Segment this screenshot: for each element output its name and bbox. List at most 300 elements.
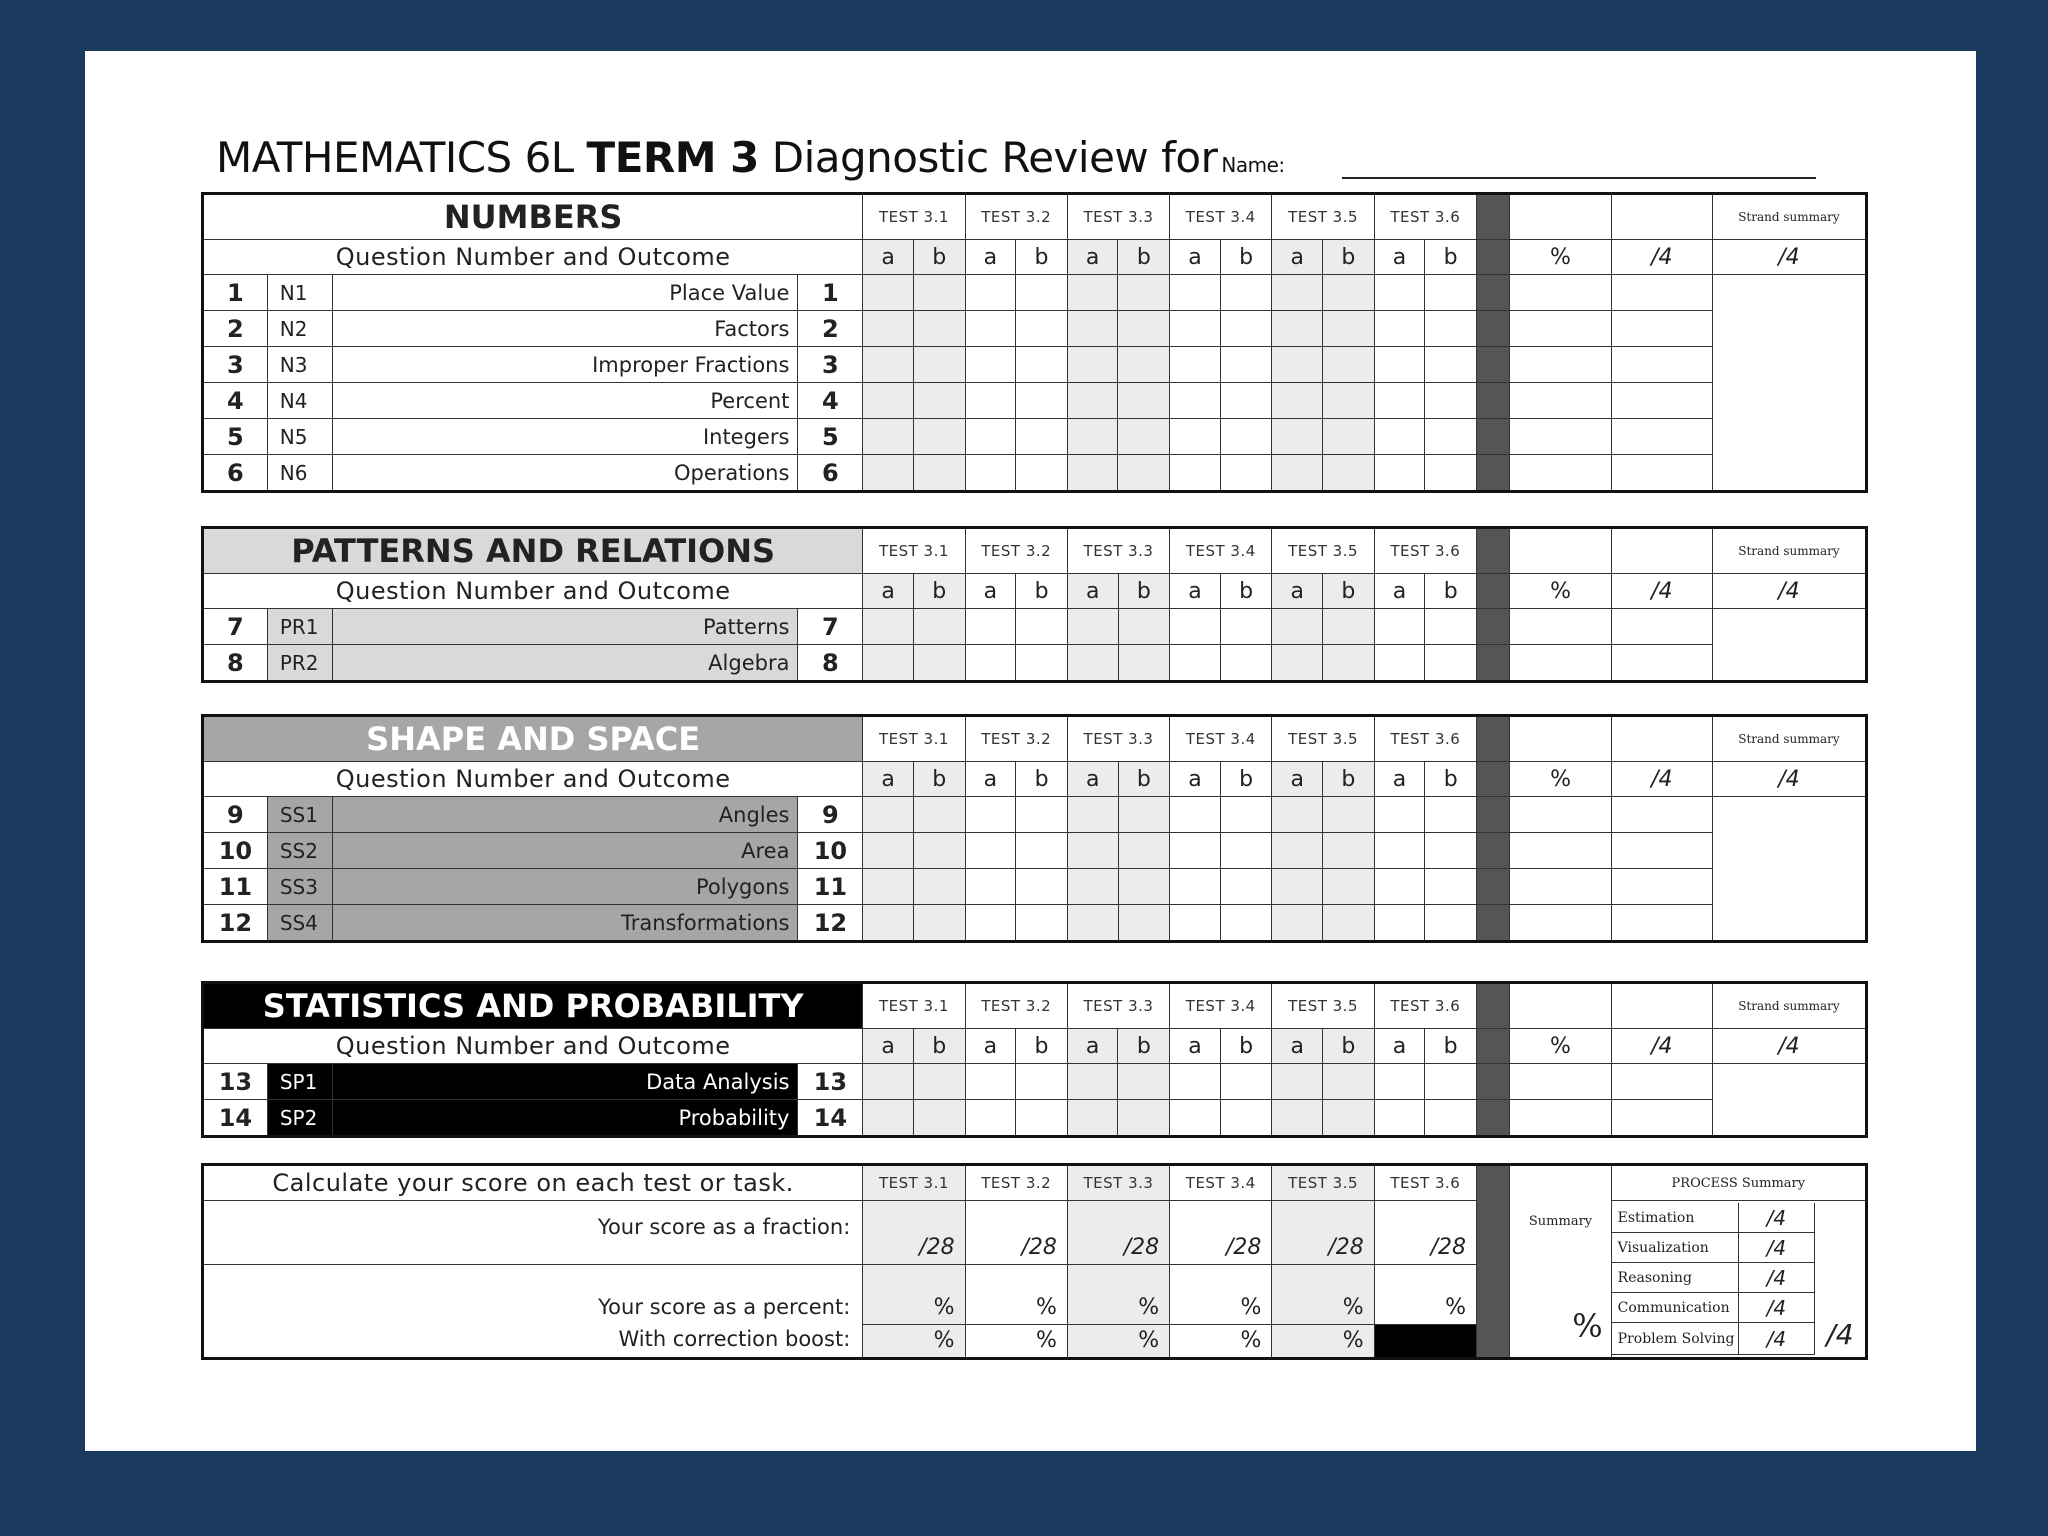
- score-cell[interactable]: [1067, 869, 1118, 905]
- percent-score-cell[interactable]: %: [1170, 1265, 1272, 1325]
- score-cell[interactable]: [863, 645, 914, 682]
- divider: [1476, 240, 1509, 275]
- score-cell[interactable]: [1118, 455, 1170, 492]
- score-cell[interactable]: [1323, 797, 1375, 833]
- outcome-code: SS1: [267, 797, 332, 833]
- score-cell[interactable]: [1118, 311, 1170, 347]
- score-cell[interactable]: [1272, 905, 1323, 942]
- percent-cell[interactable]: [1510, 455, 1611, 492]
- question-number: 14: [798, 1100, 863, 1137]
- score-cell[interactable]: [863, 797, 914, 833]
- score-cell[interactable]: [1170, 869, 1221, 905]
- score-cell[interactable]: [1272, 1100, 1323, 1137]
- score-cell[interactable]: [1374, 419, 1425, 455]
- name-field[interactable]: [1342, 177, 1816, 179]
- percent-score-cell[interactable]: %: [965, 1265, 1067, 1325]
- score-cell[interactable]: [965, 383, 1016, 419]
- percent-score-cell[interactable]: %: [1272, 1265, 1374, 1325]
- score-cell[interactable]: [1425, 311, 1477, 347]
- score-cell[interactable]: [1220, 869, 1272, 905]
- fraction-score-cell[interactable]: /28: [863, 1201, 965, 1265]
- outcome-code: N3: [267, 347, 332, 383]
- score-cell[interactable]: [1016, 347, 1068, 383]
- outcome-row: [203, 383, 1867, 419]
- score-cell[interactable]: [1220, 833, 1272, 869]
- question-number: 6: [798, 455, 863, 492]
- score-cell[interactable]: [1374, 645, 1425, 682]
- score-cell[interactable]: [913, 609, 965, 645]
- fraction-label: Your score as a fraction:: [203, 1201, 863, 1265]
- score-cell[interactable]: [1425, 1100, 1477, 1137]
- outcome-row: [203, 1100, 1867, 1137]
- score-cell[interactable]: [1220, 1064, 1272, 1100]
- divider: [1477, 762, 1510, 797]
- summary-label: Summary: [1528, 1214, 1593, 1229]
- percent-cell[interactable]: [1510, 905, 1611, 942]
- divider: [1476, 275, 1509, 311]
- score-cell[interactable]: [1016, 1100, 1068, 1137]
- out-of-four-cell[interactable]: [1611, 455, 1712, 492]
- score-cell[interactable]: [1323, 1100, 1375, 1137]
- divider: [1476, 983, 1509, 1029]
- score-cell[interactable]: [1067, 419, 1118, 455]
- test-header: TEST 3.6: [1374, 983, 1476, 1029]
- percent-cell[interactable]: [1510, 383, 1611, 419]
- question-number: 5: [203, 419, 268, 455]
- score-cell[interactable]: [1067, 311, 1118, 347]
- out-of-four-cell[interactable]: [1611, 645, 1712, 682]
- score-cell[interactable]: [863, 869, 914, 905]
- score-cell[interactable]: [1272, 419, 1323, 455]
- score-cell[interactable]: [1425, 419, 1477, 455]
- score-cell[interactable]: [1118, 347, 1170, 383]
- part-b-header: b: [1220, 240, 1272, 275]
- score-cell[interactable]: [1323, 419, 1375, 455]
- score-cell[interactable]: [1118, 275, 1170, 311]
- part-a-header: a: [1067, 1029, 1118, 1064]
- score-cell[interactable]: [1374, 347, 1425, 383]
- score-cell[interactable]: [913, 455, 965, 492]
- percent-score-cell[interactable]: %: [1374, 1265, 1476, 1325]
- score-cell[interactable]: [913, 419, 965, 455]
- score-cell[interactable]: [1425, 833, 1477, 869]
- score-cell[interactable]: [1067, 833, 1118, 869]
- score-cell[interactable]: [1170, 419, 1221, 455]
- process-item-score[interactable]: /4: [1738, 1323, 1814, 1355]
- part-a-header: a: [1272, 1029, 1323, 1064]
- fraction-score-cell[interactable]: /28: [1170, 1201, 1272, 1265]
- process-item-score[interactable]: /4: [1738, 1263, 1814, 1293]
- section-title: NUMBERS: [203, 194, 863, 240]
- out-of-four-header: /4: [1611, 574, 1712, 609]
- score-cell[interactable]: [965, 1100, 1016, 1137]
- boost-score-cell[interactable]: %: [965, 1325, 1067, 1359]
- score-cell[interactable]: [1067, 347, 1118, 383]
- test-header: TEST 3.4: [1170, 716, 1272, 762]
- out-of-four-cell[interactable]: [1611, 1100, 1712, 1137]
- score-cell[interactable]: [965, 347, 1016, 383]
- percent-cell[interactable]: [1510, 1100, 1611, 1137]
- score-cell[interactable]: [1374, 797, 1425, 833]
- score-cell[interactable]: [965, 645, 1016, 682]
- strand-summary-label: Strand summary: [1712, 983, 1866, 1029]
- score-cell[interactable]: [1118, 1100, 1170, 1137]
- outcome-code: SP2: [267, 1100, 332, 1137]
- score-cell[interactable]: [863, 311, 914, 347]
- boost-score-cell[interactable]: %: [1170, 1325, 1272, 1359]
- out-of-four-cell[interactable]: [1611, 905, 1712, 942]
- percent-cell[interactable]: [1510, 275, 1611, 311]
- strand-summary-label: Strand summary: [1712, 194, 1866, 240]
- score-cell[interactable]: [913, 645, 965, 682]
- part-a-header: a: [1170, 240, 1221, 275]
- part-b-header: b: [1016, 1029, 1068, 1064]
- percent-cell[interactable]: [1510, 347, 1611, 383]
- score-cell[interactable]: [863, 347, 914, 383]
- fraction-score-cell[interactable]: /28: [965, 1201, 1067, 1265]
- outcome-row: [203, 275, 1867, 311]
- question-number: 11: [203, 869, 268, 905]
- part-b-header: b: [913, 762, 965, 797]
- score-cell[interactable]: [1272, 797, 1323, 833]
- score-cell[interactable]: [1323, 455, 1375, 492]
- score-cell[interactable]: [965, 833, 1016, 869]
- score-cell[interactable]: [1067, 383, 1118, 419]
- fraction-score-cell[interactable]: /28: [1374, 1201, 1476, 1265]
- score-cell[interactable]: [1118, 797, 1170, 833]
- score-cell[interactable]: [863, 275, 914, 311]
- part-b-header: b: [1323, 240, 1375, 275]
- score-cell[interactable]: [1118, 1064, 1170, 1100]
- score-cell[interactable]: [1220, 455, 1272, 492]
- score-cell[interactable]: [965, 797, 1016, 833]
- strand-summary-cell[interactable]: [1712, 1064, 1866, 1137]
- test-header: TEST 3.6: [1374, 716, 1476, 762]
- score-cell[interactable]: [863, 833, 914, 869]
- percent-cell[interactable]: [1510, 609, 1611, 645]
- score-cell[interactable]: [863, 455, 914, 492]
- score-cell[interactable]: [1170, 797, 1221, 833]
- score-cell[interactable]: [1067, 905, 1118, 942]
- score-cell[interactable]: [1374, 1064, 1425, 1100]
- total-percent: %: [1572, 1307, 1603, 1345]
- score-cell[interactable]: [1016, 383, 1068, 419]
- score-cell[interactable]: [1374, 455, 1425, 492]
- score-cell[interactable]: [965, 869, 1016, 905]
- score-cell[interactable]: [1170, 905, 1221, 942]
- outcome-row: [203, 419, 1867, 455]
- score-cell[interactable]: [1016, 833, 1068, 869]
- score-cell[interactable]: [1067, 275, 1118, 311]
- score-cell[interactable]: [1272, 347, 1323, 383]
- score-cell[interactable]: [965, 419, 1016, 455]
- outcome-name: Data Analysis: [332, 1064, 798, 1100]
- percent-cell[interactable]: [1510, 869, 1611, 905]
- score-cell[interactable]: [1118, 905, 1170, 942]
- score-cell[interactable]: [1425, 797, 1477, 833]
- score-cell[interactable]: [1016, 905, 1068, 942]
- test-header: TEST 3.1: [863, 716, 965, 762]
- score-cell[interactable]: [1118, 383, 1170, 419]
- score-cell[interactable]: [1067, 797, 1118, 833]
- fraction-score-cell[interactable]: /28: [1067, 1201, 1169, 1265]
- score-cell[interactable]: [1272, 455, 1323, 492]
- outcome-name: Angles: [332, 797, 798, 833]
- score-cell[interactable]: [1323, 383, 1375, 419]
- score-cell[interactable]: [1118, 869, 1170, 905]
- score-cell[interactable]: [1220, 797, 1272, 833]
- score-cell[interactable]: [1016, 1064, 1068, 1100]
- score-cell[interactable]: [1016, 311, 1068, 347]
- summary-box[interactable]: [1510, 1165, 1611, 1359]
- percent-cell[interactable]: [1510, 1064, 1611, 1100]
- score-cell[interactable]: [1374, 311, 1425, 347]
- score-cell[interactable]: [1425, 347, 1477, 383]
- question-number: 8: [798, 645, 863, 682]
- part-b-header: b: [1016, 240, 1068, 275]
- part-b-header: b: [1323, 762, 1375, 797]
- score-cell[interactable]: [1272, 1064, 1323, 1100]
- score-cell[interactable]: [1118, 833, 1170, 869]
- score-cell[interactable]: [1272, 609, 1323, 645]
- score-cell[interactable]: [1374, 383, 1425, 419]
- score-cell[interactable]: [1272, 833, 1323, 869]
- score-cell[interactable]: [1272, 383, 1323, 419]
- score-cell[interactable]: [1272, 869, 1323, 905]
- question-number: 1: [203, 275, 268, 311]
- outcome-row: [203, 797, 1867, 833]
- score-cell[interactable]: [1323, 347, 1375, 383]
- score-cell[interactable]: [913, 797, 965, 833]
- part-a-header: a: [1170, 762, 1221, 797]
- boost-label: With correction boost:: [203, 1325, 863, 1359]
- score-cell[interactable]: [1067, 609, 1118, 645]
- score-cell[interactable]: [913, 311, 965, 347]
- score-cell[interactable]: [1220, 609, 1272, 645]
- strand-summary-cell[interactable]: [1712, 275, 1866, 492]
- score-cell[interactable]: [1374, 833, 1425, 869]
- part-a-header: a: [863, 762, 914, 797]
- out-of-four-cell[interactable]: [1611, 383, 1712, 419]
- calc-instruction: Calculate your score on each test or task.: [203, 1165, 863, 1201]
- score-cell[interactable]: [1272, 645, 1323, 682]
- out-of-four-cell[interactable]: [1611, 869, 1712, 905]
- outcome-name: Percent: [332, 383, 798, 419]
- blank-cell: [1611, 716, 1712, 762]
- score-cell[interactable]: [1425, 645, 1477, 682]
- score-cell[interactable]: [1425, 609, 1477, 645]
- test-header: TEST 3.5: [1272, 528, 1374, 574]
- score-cell[interactable]: [1067, 1100, 1118, 1137]
- test-header: TEST 3.5: [1272, 983, 1374, 1029]
- score-cell[interactable]: [1067, 455, 1118, 492]
- section-table-2: [201, 714, 1868, 943]
- score-cell[interactable]: [1425, 869, 1477, 905]
- score-cell[interactable]: [1272, 275, 1323, 311]
- score-cell[interactable]: [965, 455, 1016, 492]
- out-of-four-cell[interactable]: [1611, 1064, 1712, 1100]
- boost-score-cell[interactable]: %: [1272, 1325, 1374, 1359]
- percent-header: %: [1510, 1029, 1611, 1064]
- score-cell[interactable]: [1118, 419, 1170, 455]
- strand-summary-label: Strand summary: [1712, 716, 1866, 762]
- score-cell[interactable]: [1220, 347, 1272, 383]
- part-b-header: b: [1016, 762, 1068, 797]
- process-item-score[interactable]: /4: [1738, 1293, 1814, 1323]
- score-cell[interactable]: [965, 311, 1016, 347]
- score-cell[interactable]: [965, 1064, 1016, 1100]
- percent-cell[interactable]: [1510, 311, 1611, 347]
- fraction-score-cell[interactable]: /28: [1272, 1201, 1374, 1265]
- score-cell[interactable]: [1374, 1100, 1425, 1137]
- score-cell[interactable]: [1425, 905, 1477, 942]
- percent-cell[interactable]: [1510, 419, 1611, 455]
- score-cell[interactable]: [1220, 645, 1272, 682]
- percent-score-cell[interactable]: %: [1067, 1265, 1169, 1325]
- score-cell[interactable]: [1170, 347, 1221, 383]
- score-cell[interactable]: [1170, 383, 1221, 419]
- score-cell[interactable]: [1016, 869, 1068, 905]
- divider: [1476, 1029, 1509, 1064]
- percent-cell[interactable]: [1510, 645, 1611, 682]
- score-cell[interactable]: [1067, 645, 1118, 682]
- score-cell[interactable]: [1425, 455, 1477, 492]
- score-cell[interactable]: [1170, 311, 1221, 347]
- process-item-score[interactable]: /4: [1738, 1203, 1814, 1233]
- score-cell[interactable]: [1170, 1100, 1221, 1137]
- score-cell[interactable]: [1425, 275, 1477, 311]
- score-cell[interactable]: [965, 275, 1016, 311]
- score-cell[interactable]: [1016, 419, 1068, 455]
- score-cell[interactable]: [1170, 455, 1221, 492]
- percent-score-cell[interactable]: %: [863, 1265, 965, 1325]
- score-cell[interactable]: [1170, 1064, 1221, 1100]
- score-cell[interactable]: [1323, 869, 1375, 905]
- test-header: TEST 3.1: [863, 983, 965, 1029]
- percent-cell[interactable]: [1510, 797, 1611, 833]
- score-cell[interactable]: [913, 869, 965, 905]
- outcome-row: [203, 311, 1867, 347]
- score-cell[interactable]: [863, 1100, 914, 1137]
- score-cell[interactable]: [1374, 905, 1425, 942]
- part-b-header: b: [1323, 574, 1375, 609]
- out-of-four-cell[interactable]: [1611, 419, 1712, 455]
- question-number: 6: [203, 455, 268, 492]
- process-item-name: Problem Solving: [1612, 1323, 1739, 1355]
- score-cell[interactable]: [863, 419, 914, 455]
- score-cell[interactable]: [1016, 455, 1068, 492]
- score-cell[interactable]: [1220, 905, 1272, 942]
- out-of-four-cell[interactable]: [1611, 275, 1712, 311]
- part-a-header: a: [965, 574, 1016, 609]
- score-cell[interactable]: [1220, 383, 1272, 419]
- score-cell[interactable]: [1220, 419, 1272, 455]
- score-cell[interactable]: [1170, 275, 1221, 311]
- score-cell[interactable]: [1170, 833, 1221, 869]
- outcome-name: Transformations: [332, 905, 798, 942]
- test-header: TEST 3.2: [965, 528, 1067, 574]
- score-cell[interactable]: [965, 609, 1016, 645]
- score-cell[interactable]: [1220, 1100, 1272, 1137]
- score-cell[interactable]: [1016, 609, 1068, 645]
- question-number: 9: [203, 797, 268, 833]
- score-cell[interactable]: [1118, 645, 1170, 682]
- out-of-four-cell[interactable]: [1611, 311, 1712, 347]
- out-of-four-cell[interactable]: [1611, 797, 1712, 833]
- part-b-header: b: [1016, 574, 1068, 609]
- score-cell[interactable]: [1323, 645, 1375, 682]
- strand-summary-cell[interactable]: [1712, 797, 1866, 942]
- test-header: TEST 3.2: [965, 1165, 1067, 1201]
- part-a-header: a: [1170, 1029, 1221, 1064]
- score-cell[interactable]: [1323, 311, 1375, 347]
- score-cell[interactable]: [913, 1064, 965, 1100]
- score-cell[interactable]: [1374, 275, 1425, 311]
- out-of-four-cell[interactable]: [1611, 347, 1712, 383]
- score-cell[interactable]: [1323, 905, 1375, 942]
- score-cell[interactable]: [1118, 609, 1170, 645]
- score-cell[interactable]: [1016, 645, 1068, 682]
- score-cell[interactable]: [863, 905, 914, 942]
- process-total[interactable]: /4: [1814, 1203, 1865, 1355]
- score-cell[interactable]: [1323, 275, 1375, 311]
- score-cell[interactable]: [913, 1100, 965, 1137]
- score-cell[interactable]: [1170, 609, 1221, 645]
- percent-label: Your score as a percent:: [203, 1265, 863, 1325]
- score-cell[interactable]: [863, 609, 914, 645]
- out-of-four-cell[interactable]: [1611, 833, 1712, 869]
- score-cell[interactable]: [1374, 609, 1425, 645]
- score-cell[interactable]: [913, 905, 965, 942]
- out-of-four-cell[interactable]: [1611, 609, 1712, 645]
- part-b-header: b: [1220, 762, 1272, 797]
- score-cell[interactable]: [1323, 609, 1375, 645]
- blank-cell: [1611, 528, 1712, 574]
- score-cell[interactable]: [1016, 275, 1068, 311]
- score-cell[interactable]: [1272, 311, 1323, 347]
- score-cell[interactable]: [1374, 869, 1425, 905]
- score-cell[interactable]: [863, 383, 914, 419]
- score-cell[interactable]: [1170, 645, 1221, 682]
- process-item-score[interactable]: /4: [1738, 1233, 1814, 1263]
- score-cell[interactable]: [1425, 1064, 1477, 1100]
- boost-score-cell[interactable]: %: [1067, 1325, 1169, 1359]
- score-cell[interactable]: [1067, 1064, 1118, 1100]
- score-cell[interactable]: [1425, 383, 1477, 419]
- score-cell[interactable]: [913, 347, 965, 383]
- score-cell[interactable]: [913, 833, 965, 869]
- test-header: TEST 3.5: [1272, 194, 1374, 240]
- percent-cell[interactable]: [1510, 833, 1611, 869]
- boost-score-cell[interactable]: %: [863, 1325, 965, 1359]
- outcome-name: Place Value: [332, 275, 798, 311]
- score-cell[interactable]: [913, 383, 965, 419]
- part-b-header: b: [1118, 240, 1170, 275]
- score-cell[interactable]: [863, 1064, 914, 1100]
- outcome-code: SP1: [267, 1064, 332, 1100]
- score-cell[interactable]: [1220, 275, 1272, 311]
- score-cell[interactable]: [1220, 311, 1272, 347]
- section-title: STATISTICS AND PROBABILITY: [203, 983, 863, 1029]
- score-cell[interactable]: [1323, 833, 1375, 869]
- score-cell[interactable]: [913, 275, 965, 311]
- score-cell[interactable]: [1016, 797, 1068, 833]
- strand-summary-cell[interactable]: [1712, 609, 1866, 682]
- outcome-row: [203, 455, 1867, 492]
- score-cell[interactable]: [965, 905, 1016, 942]
- divider: [1476, 1064, 1509, 1100]
- score-cell[interactable]: [1323, 1064, 1375, 1100]
